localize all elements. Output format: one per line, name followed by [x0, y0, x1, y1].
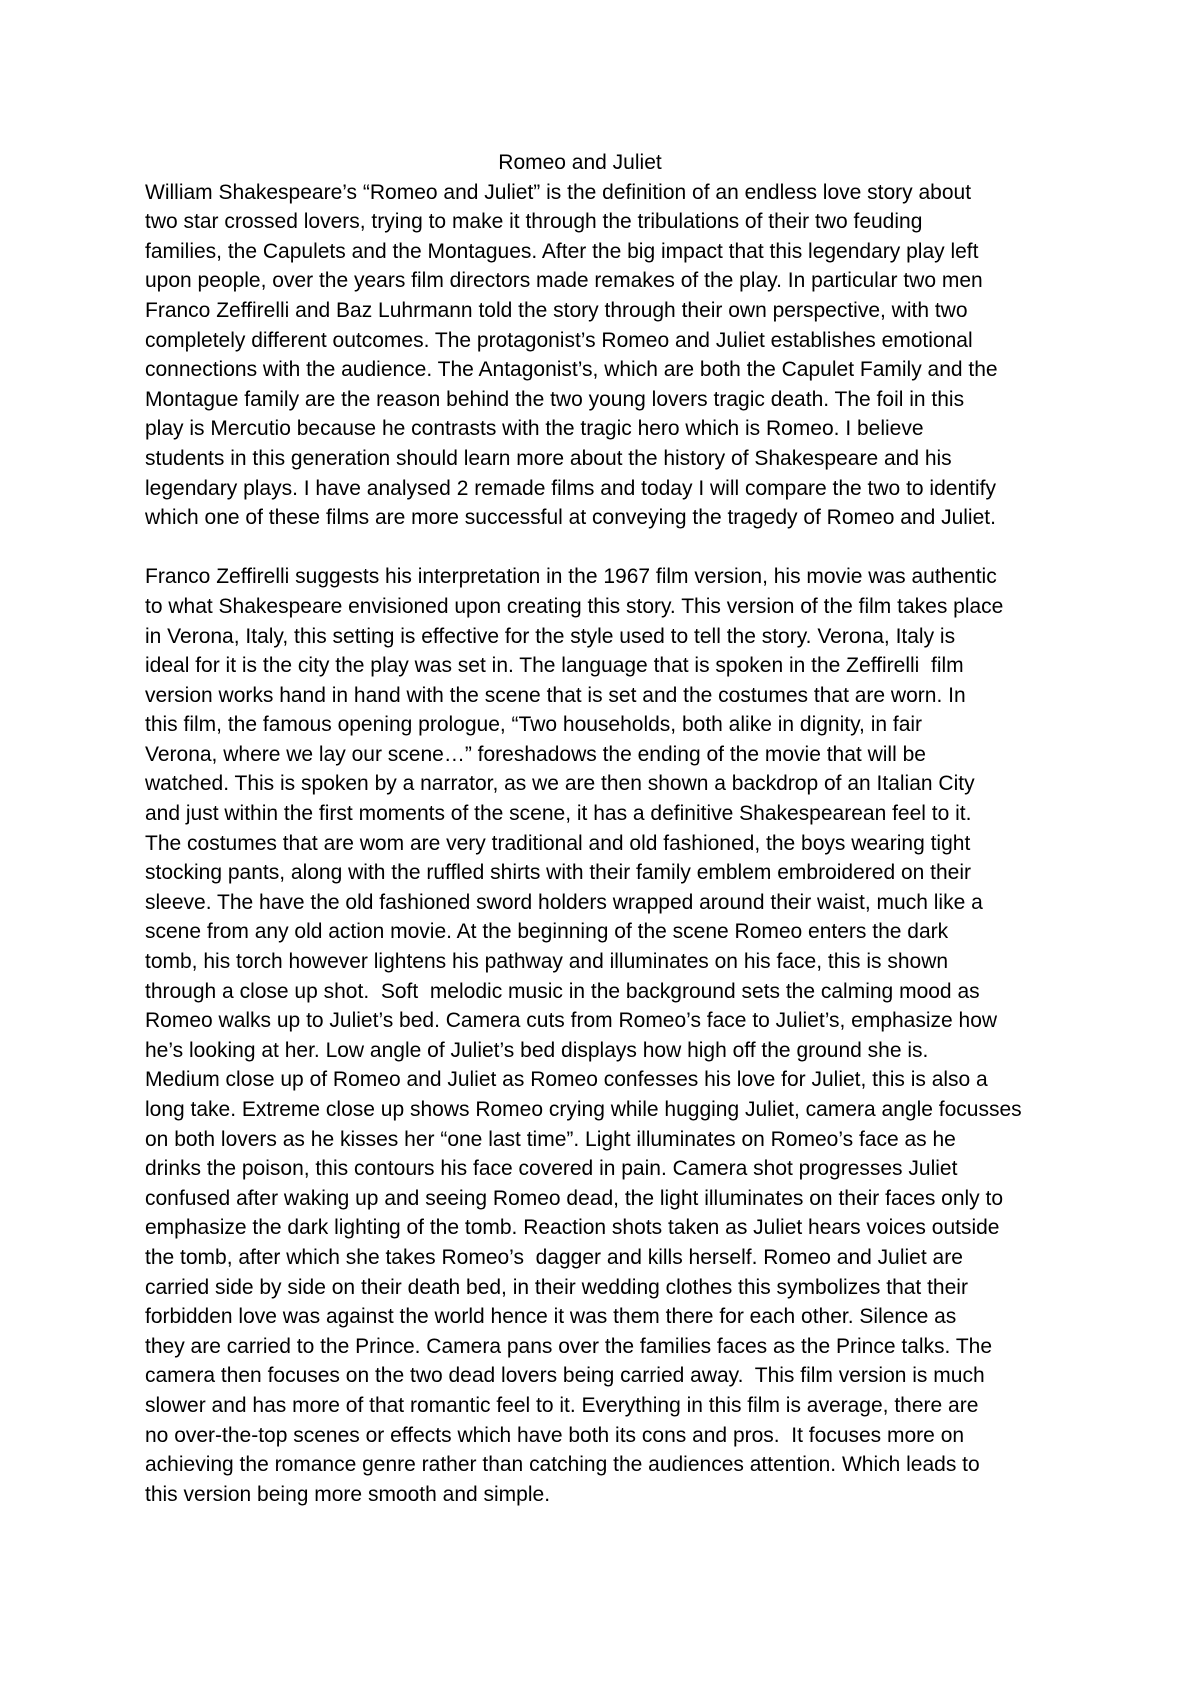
paragraph-introduction: William Shakespeare’s “Romeo and Juliet” is the definition of an endless love story about two star crossed lovers, trying to make it through the tribulations of their two feuding families, the Capulets and the Montagues. After the big impact that this legendary play left upon people, over the years film directors made remakes of the play. In particular two men Franco Zeffirelli and Baz Luhrmann told the story through their own perspective, with two completely different outcomes. The protagonist’s Romeo and Juliet establishes emotional connections with the audience. The Antagonist’s, which are both the Capulet Family and the Montague family are the reason behind the two young lovers tragic death. The foil in this play is Mercutio because he contrasts with the tragic hero which is Romeo. I believe students in this generation should learn more about the history of Shakespeare and his legendary plays. I have analysed 2 remade films and today I will compare the two to identify which one of these films are more successful at conveying the tragedy of Romeo and Juliet. [145, 180, 998, 530]
paragraph-zeffirelli-analysis: Franco Zeffirelli suggests his interpretation in the 1967 film version, his movie was authentic to what Shakespeare envisioned upon creating this story. This version of the film takes place in Verona, Italy, this setting is effective for the style used to tell the story. Verona, Italy is ideal for it is the city the play was set in. The language that is spoken in the Zeffirelli film version works hand in hand with the scene that is set and the costumes that are worn. In this film, the famous opening prologue, “Two households, both alike in dignity, in fair Verona, where we lay our scene…” foreshadows the ending of the movie that will be watched. This is spoken by a narrator, as we are then shown a backdrop of an Italian City and just within the first moments of the scene, it has a definitive Shakespearean feel to it. The costumes that are wom are very traditional and old fashioned, the boys wearing tight stocking pants, along with the ruffled shirts with their family emblem embroidered on their sleeve. The have the old fashioned sword holders wrapped around their waist, much like a scene from any old action movie. At the beginning of the scene Romeo enters the dark tomb, his torch however lightens his pathway and illuminates on his face, this is shown through a close up shot. Soft melodic music in the background sets the calming mood as Romeo walks up to Juliet’s bed. Camera cuts from Romeo’s face to Juliet’s, emphasize how he’s looking at her. Low angle of Juliet’s bed displays how high off the ground she is. Medium close up of Romeo and Juliet as Romeo confesses his love for Juliet, this is also a long take. Extreme close up shows Romeo crying while hugging Juliet, camera angle focusses on both lovers as he kisses her “one last time”. Light illuminates on Romeo’s face as he drinks the poison, this contours his face covered in pain. Camera shot progresses Juliet confused after waking up and seeing Romeo dead, the light illuminates on their faces only to emphasize the dark lighting of the tomb. Reaction shots taken as Juliet hears voices outside the tomb, after which she takes Romeo’s dagger and kills herself. Romeo and Juliet are carried side by side on their death bed, in their wedding clothes this symbolizes that their forbidden love was against the world hence it was them there for each other. Silence as they are carried to the Prince. Camera pans over the families faces as the Prince talks. The camera then focuses on the two dead lovers being carried away. This film version is much slower and has more of that romantic feel to it. Everything in this film is average, there are no over-the-top scenes or effects which have both its cons and pros. It focuses more on achieving the romance genre rather than catching the audiences attention. Which leads to this version being more smooth and simple. [145, 565, 1022, 1506]
document-body [145, 148, 1075, 1509]
paragraph-spacer [145, 533, 1075, 563]
document-title: Romeo and Juliet [498, 151, 662, 174]
